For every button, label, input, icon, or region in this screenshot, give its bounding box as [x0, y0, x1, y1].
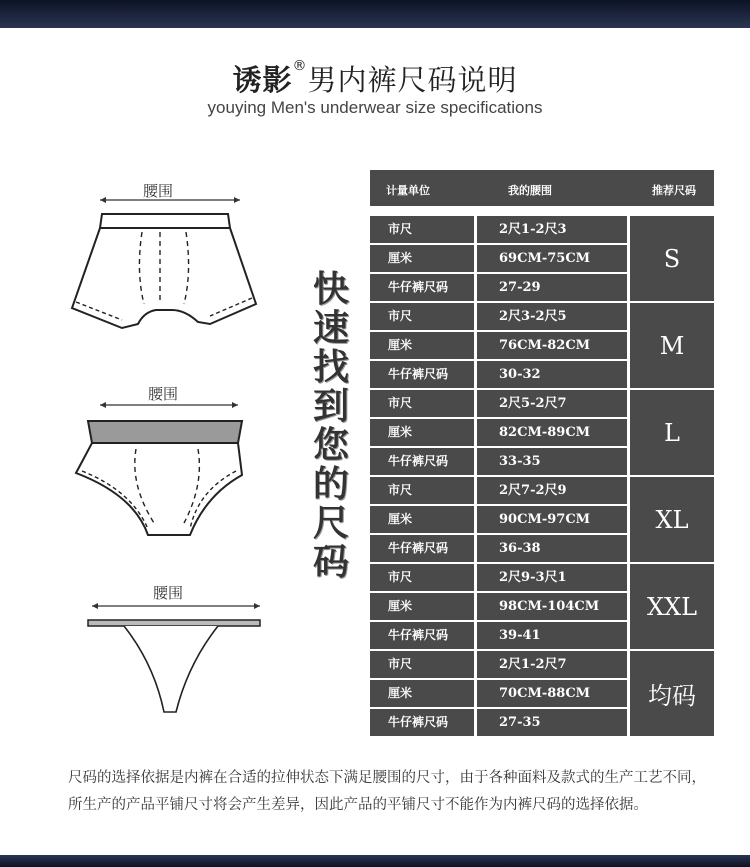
thong-illustration — [84, 594, 274, 724]
brand-name: 诱影 — [232, 63, 293, 97]
page-title — [0, 58, 750, 99]
recommended-size-cell: XXL — [630, 564, 714, 649]
size-group — [370, 564, 714, 649]
recommended-size-cell: L — [630, 390, 714, 475]
waist-range-cell: 39-41 — [477, 622, 627, 649]
waist-range-cell: 2尺1-2尺3 — [477, 216, 627, 243]
waist-range-cell: 2尺7-2尺9 — [477, 477, 627, 504]
waist-range-cell: 27-29 — [477, 274, 627, 301]
waist-range-cell: 27-35 — [477, 709, 627, 736]
brief-illustration — [66, 395, 266, 545]
unit-cell: 厘米 — [370, 245, 474, 272]
unit-cell: 厘米 — [370, 680, 474, 707]
waist-range-cell: 69CM-75CM — [477, 245, 627, 272]
recommended-size-cell: M — [630, 303, 714, 388]
waist-range-cell: 2尺9-3尺1 — [477, 564, 627, 591]
size-group — [370, 216, 714, 301]
header-size: 推荐尺码 — [652, 184, 696, 197]
waist-range-cell: 90CM-97CM — [477, 506, 627, 533]
header-unit: 计量单位 — [386, 184, 430, 197]
unit-cell: 市尺 — [370, 477, 474, 504]
unit-cell: 厘米 — [370, 506, 474, 533]
unit-cell: 市尺 — [370, 564, 474, 591]
size-group — [370, 390, 714, 475]
bottom-banner-bar — [0, 855, 750, 867]
waist-range-cell: 98CM-104CM — [477, 593, 627, 620]
waist-range-cell: 2尺3-2尺5 — [477, 303, 627, 330]
waist-label-brief: 腰围 — [148, 385, 179, 403]
unit-cell: 厘米 — [370, 593, 474, 620]
find-your-size-vertical-text: 快 速 找 到 您 的 尺 码 — [312, 268, 349, 583]
size-note: 尺码的选择依据是内裤在合适的拉伸状态下满足腰围的尺寸，由于各种面料及款式的生产工艺不同，所生产的产品平铺尺寸将会产生差异，因此产品的平铺尺寸不能作为内裤尺码的选择依据。 — [68, 770, 706, 813]
unit-cell: 牛仔裤尺码 — [370, 448, 474, 475]
waist-label-thong: 腰围 — [153, 584, 184, 602]
waist-range-cell: 2尺1-2尺7 — [477, 651, 627, 678]
waist-range-cell: 33-35 — [477, 448, 627, 475]
waist-range-cell: 82CM-89CM — [477, 419, 627, 446]
waist-label-boxer: 腰围 — [143, 182, 174, 200]
size-group — [370, 303, 714, 388]
boxer-brief-illustration — [60, 192, 280, 352]
size-group — [370, 651, 714, 736]
size-group — [370, 477, 714, 562]
waist-range-cell: 76CM-82CM — [477, 332, 627, 359]
unit-cell: 厘米 — [370, 332, 474, 359]
unit-cell: 市尺 — [370, 216, 474, 243]
table-header — [370, 170, 714, 206]
unit-cell: 市尺 — [370, 651, 474, 678]
waist-range-cell: 2尺5-2尺7 — [477, 390, 627, 417]
unit-cell: 牛仔裤尺码 — [370, 361, 474, 388]
page-subtitle: youying Men's underwear size specifications — [207, 98, 543, 117]
registered-mark: ® — [292, 58, 308, 74]
waist-range-cell: 36-38 — [477, 535, 627, 562]
unit-cell: 牛仔裤尺码 — [370, 622, 474, 649]
unit-cell: 厘米 — [370, 419, 474, 446]
unit-cell: 牛仔裤尺码 — [370, 709, 474, 736]
recommended-size-cell: XL — [630, 477, 714, 562]
recommended-size-cell: S — [630, 216, 714, 301]
unit-cell: 市尺 — [370, 303, 474, 330]
unit-cell: 牛仔裤尺码 — [370, 535, 474, 562]
recommended-size-cell: 均码 — [630, 651, 714, 736]
unit-cell: 市尺 — [370, 390, 474, 417]
unit-cell: 牛仔裤尺码 — [370, 274, 474, 301]
waist-range-cell: 30-32 — [477, 361, 627, 388]
title-text: 男内裤尺码说明 — [307, 63, 518, 97]
waist-range-cell: 70CM-88CM — [477, 680, 627, 707]
top-banner-bar — [0, 0, 750, 28]
header-waist: 我的腰围 — [508, 184, 552, 197]
